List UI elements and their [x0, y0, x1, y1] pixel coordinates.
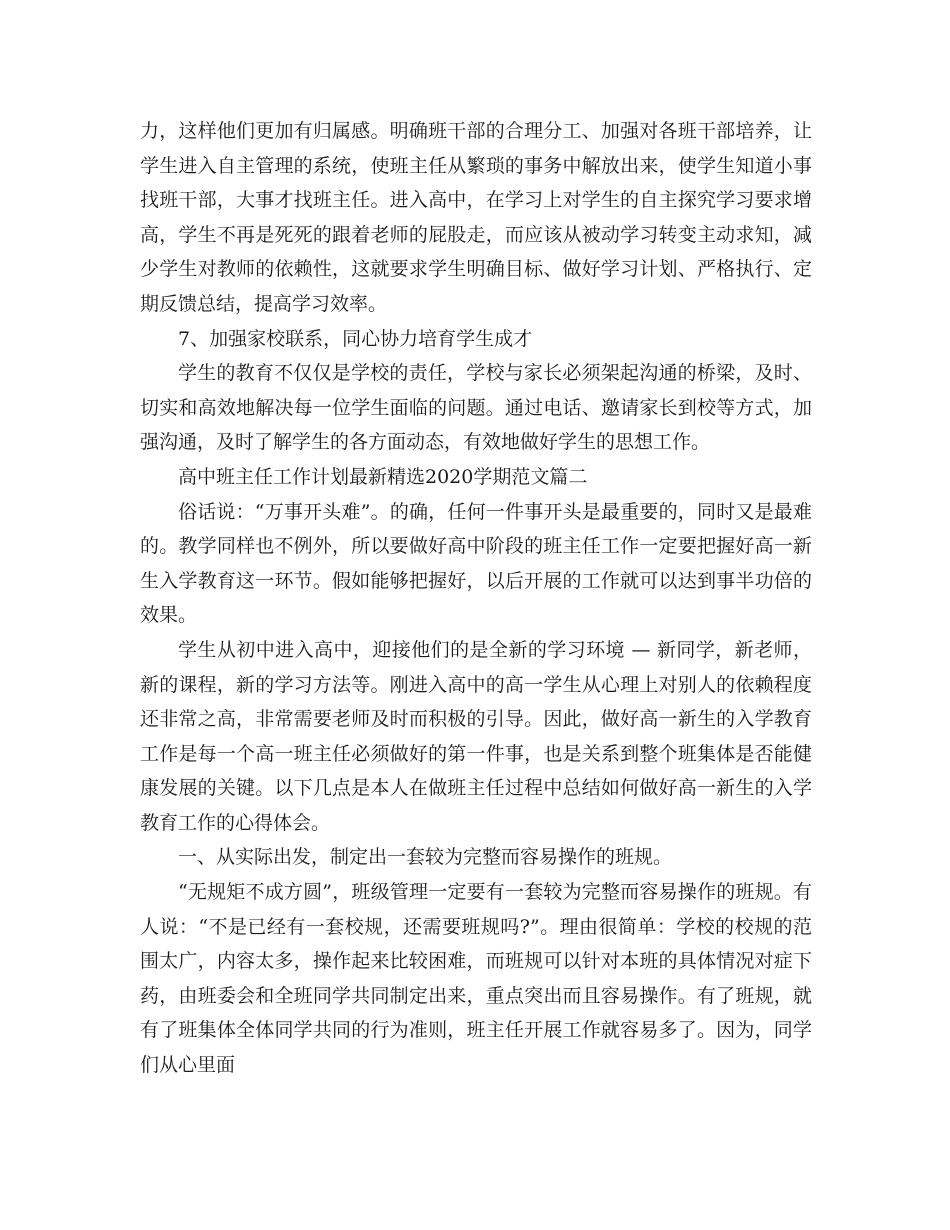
- body-paragraph: 学生从初中进入高中，迎接他们的是全新的学习环境 — 新同学，新老师，新的课程，新的学习方法等。刚进入高中的高一学生从心理上对别人的依赖程度还非常之高，非常需要老师及时而积极的引导。因此，做好高一新生的入学教育工作是每一个高一班主任必须做好的第一件事，也是关系到整个班集体是否能健康发展的关键。以下几点是本人在做班主任过程中总结如何做好高一新生的入学教育工作的心得体会。: [140, 638, 812, 834]
- section-heading-class-rules: 一、从实际出发，制定出一套较为完整而容易操作的班规。: [178, 846, 673, 869]
- article-title-part-two: 高中班主任工作计划最新精选2020学期范文篇二: [178, 465, 588, 488]
- body-paragraph: 学生的教育不仅仅是学校的责任，学校与家长必须架起沟通的桥梁，及时、切实和高效地解决每一位学生面临的问题。通过电话、邀请家长到校等方式，加强沟通，及时了解学生的各方面动态，有效地做好学生的思想工作。: [140, 362, 812, 454]
- body-paragraph: 俗话说：“万事开头难”。的确，任何一件事开头是最重要的，同时又是最难的。教学同样也不例外，所以要做好高中阶段的班主任工作一定要把握好高一新生入学教育这一环节。假如能够把握好，以后开展的工作就可以达到事半功倍的效果。: [140, 500, 812, 627]
- section-heading-home-school: 7、加强家校联系，同心协力培育学生成才: [178, 327, 533, 350]
- document-body: [140, 114, 812, 1083]
- body-paragraph: 力，这样他们更加有归属感。明确班干部的合理分工、加强对各班干部培养，让学生进入自主管理的系统，使班主任从繁琐的事务中解放出来，使学生知道小事找班干部，大事才找班主任。进入高中，在学习上对学生的自主探究学习要求增高，学生不再是死死的跟着老师的屁股走，而应该从被动学习转变主动求知，减少学生对教师的依赖性，这就要求学生明确目标、做好学习计划、严格执行、定期反馈总结，提高学习效率。: [140, 120, 812, 315]
- body-paragraph: “无规矩不成方圆”，班级管理一定要有一套较为完整而容易操作的班规。有人说：“不是已经有一套校规，还需要班规吗?”。理由很简单：学校的校规的范围太广，内容太多，操作起来比较困难，而班规可以针对本班的具体情况对症下药，由班委会和全班同学共同制定出来，重点突出而且容易操作。有了班规，就有了班集体全体同学共同的行为准则，班主任开展工作就容易多了。因为，同学们从心里面: [140, 881, 812, 1077]
